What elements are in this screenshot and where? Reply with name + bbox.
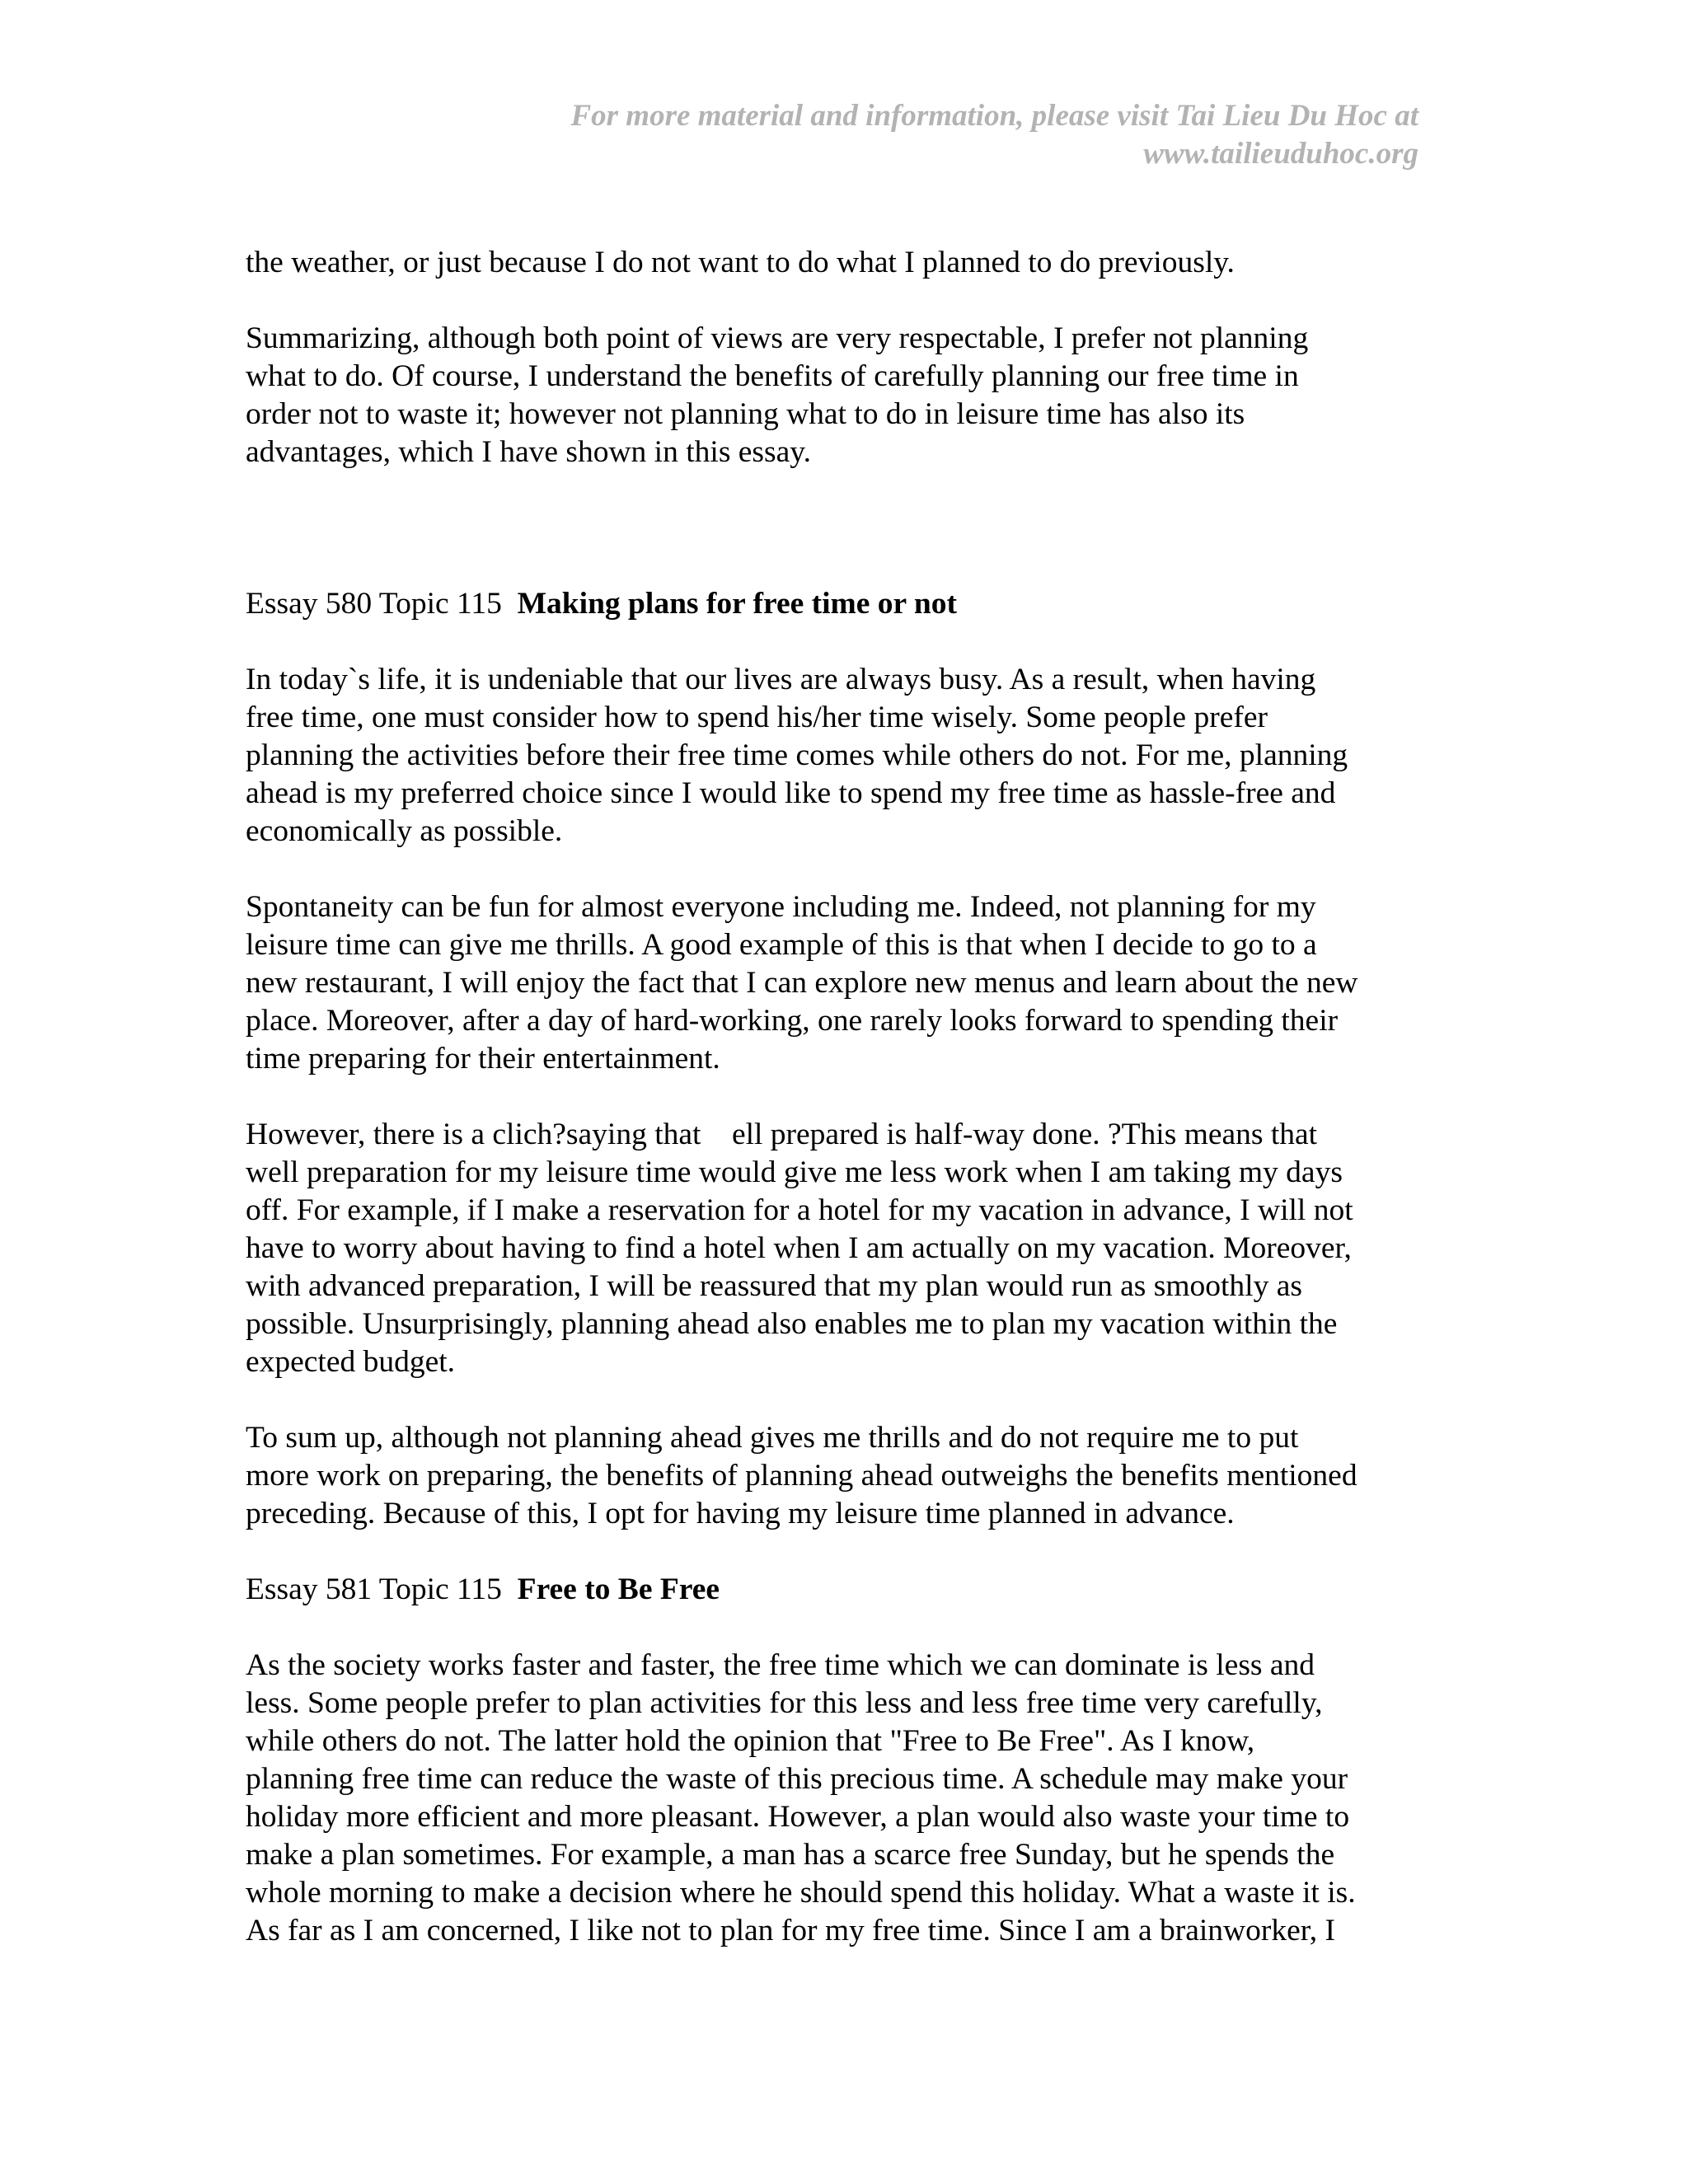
text-line: new restaurant, I will enjoy the fact that I can explore new menus and learn about the new xyxy=(246,966,1358,1000)
text-line: order not to waste it; however not planning what to do in leisure time has also its xyxy=(246,397,1245,431)
text-line: holiday more efficient and more pleasant. However, a plan would also waste your time to xyxy=(246,1800,1350,1834)
text-line: have to worry about having to find a hotel when I am actually on my vacation. Moreover, xyxy=(246,1231,1352,1265)
text-line: possible. Unsurprisingly, planning ahead also enables me to plan my vacation within the xyxy=(246,1307,1338,1341)
header-line-1: For more material and information, please visit Tai Lieu Du Hoc at xyxy=(570,99,1418,133)
text-line: Summarizing, although both point of views are very respectable, I prefer not planning xyxy=(246,321,1309,355)
text-line: planning free time can reduce the waste of this precious time. A schedule may make your xyxy=(246,1762,1348,1796)
text-line: In today`s life, it is undeniable that our lives are always busy. As a result, when having xyxy=(246,663,1316,696)
essay-581-label: Essay 581 Topic 115 xyxy=(246,1572,502,1606)
text-line: planning the activities before their free time comes while others do not. For me, planning xyxy=(246,738,1348,772)
text-line: less. Some people prefer to plan activities for this less and less free time very carefully, xyxy=(246,1686,1323,1720)
text-line: the weather, or just because I do not want to do what I planned to do previously. xyxy=(246,246,1235,279)
text-line: time preparing for their entertainment. xyxy=(246,1042,720,1076)
text-line: Spontaneity can be fun for almost everyone including me. Indeed, not planning for my xyxy=(246,890,1316,924)
text-line: preceding. Because of this, I opt for having my leisure time planned in advance. xyxy=(246,1497,1235,1530)
text-line: leisure time can give me thrills. A good example of this is that when I decide to go to a xyxy=(246,928,1317,962)
text-line: economically as possible. xyxy=(246,814,563,848)
text-line: while others do not. The latter hold the opinion that "Free to Be Free". As I know, xyxy=(246,1724,1255,1758)
intro-paragraph-1 xyxy=(246,244,1432,282)
essay-580-title: Making plans for free time or not xyxy=(517,587,957,621)
text-line: what to do. Of course, I understand the benefits of carefully planning our free time in xyxy=(246,359,1299,393)
document-body xyxy=(246,244,1432,1988)
essay-580-paragraph-1 xyxy=(246,661,1432,851)
text-line: expected budget. xyxy=(246,1345,456,1379)
text-line: ahead is my preferred choice since I would like to spend my free time as hassle-free and xyxy=(246,776,1336,810)
essay-580-label: Essay 580 Topic 115 xyxy=(246,587,502,621)
text-line: free time, one must consider how to spend his/her time wisely. Some people prefer xyxy=(246,701,1268,734)
text-line: To sum up, although not planning ahead gives me thrills and do not require me to put xyxy=(246,1421,1299,1455)
text-line: more work on preparing, the benefits of planning ahead outweighs the benefits mentioned xyxy=(246,1459,1357,1493)
essay-580-paragraph-3 xyxy=(246,1116,1432,1381)
section-spacer xyxy=(246,509,1432,585)
essay-580-paragraph-2 xyxy=(246,888,1432,1078)
essay-581-paragraph-1 xyxy=(246,1647,1432,1950)
intro-paragraph-2 xyxy=(246,320,1432,471)
text-line: with advanced preparation, I will be reassured that my plan would run as smoothly as xyxy=(246,1269,1302,1303)
text-line: As far as I am concerned, I like not to plan for my free time. Since I am a brainworker, I xyxy=(246,1914,1335,1947)
essay-581-heading xyxy=(246,1571,1432,1609)
text-line: As the society works faster and faster, the free time which we can dominate is less and xyxy=(246,1648,1315,1682)
text-line: place. Moreover, after a day of hard-working, one rarely looks forward to spending their xyxy=(246,1004,1339,1038)
text-line: well preparation for my leisure time would give me less work when I am taking my days xyxy=(246,1155,1343,1189)
text-line: off. For example, if I make a reservation for a hotel for my vacation in advance, I will not xyxy=(246,1193,1353,1227)
page-header-watermark xyxy=(265,97,1418,173)
text-line: However, there is a clich?saying that ell prepared is half-way done. ?This means that xyxy=(246,1118,1318,1151)
header-line-2: www.tailieuduhoc.org xyxy=(1143,137,1418,171)
essay-580-heading xyxy=(246,585,1432,623)
text-line: advantages, which I have shown in this essay. xyxy=(246,435,811,469)
text-line: whole morning to make a decision where he should spend this holiday. What a waste it is. xyxy=(246,1876,1356,1910)
text-line: make a plan sometimes. For example, a man has a scarce free Sunday, but he spends the xyxy=(246,1838,1335,1872)
essay-581-title: Free to Be Free xyxy=(517,1572,720,1606)
essay-580-paragraph-4 xyxy=(246,1419,1432,1533)
